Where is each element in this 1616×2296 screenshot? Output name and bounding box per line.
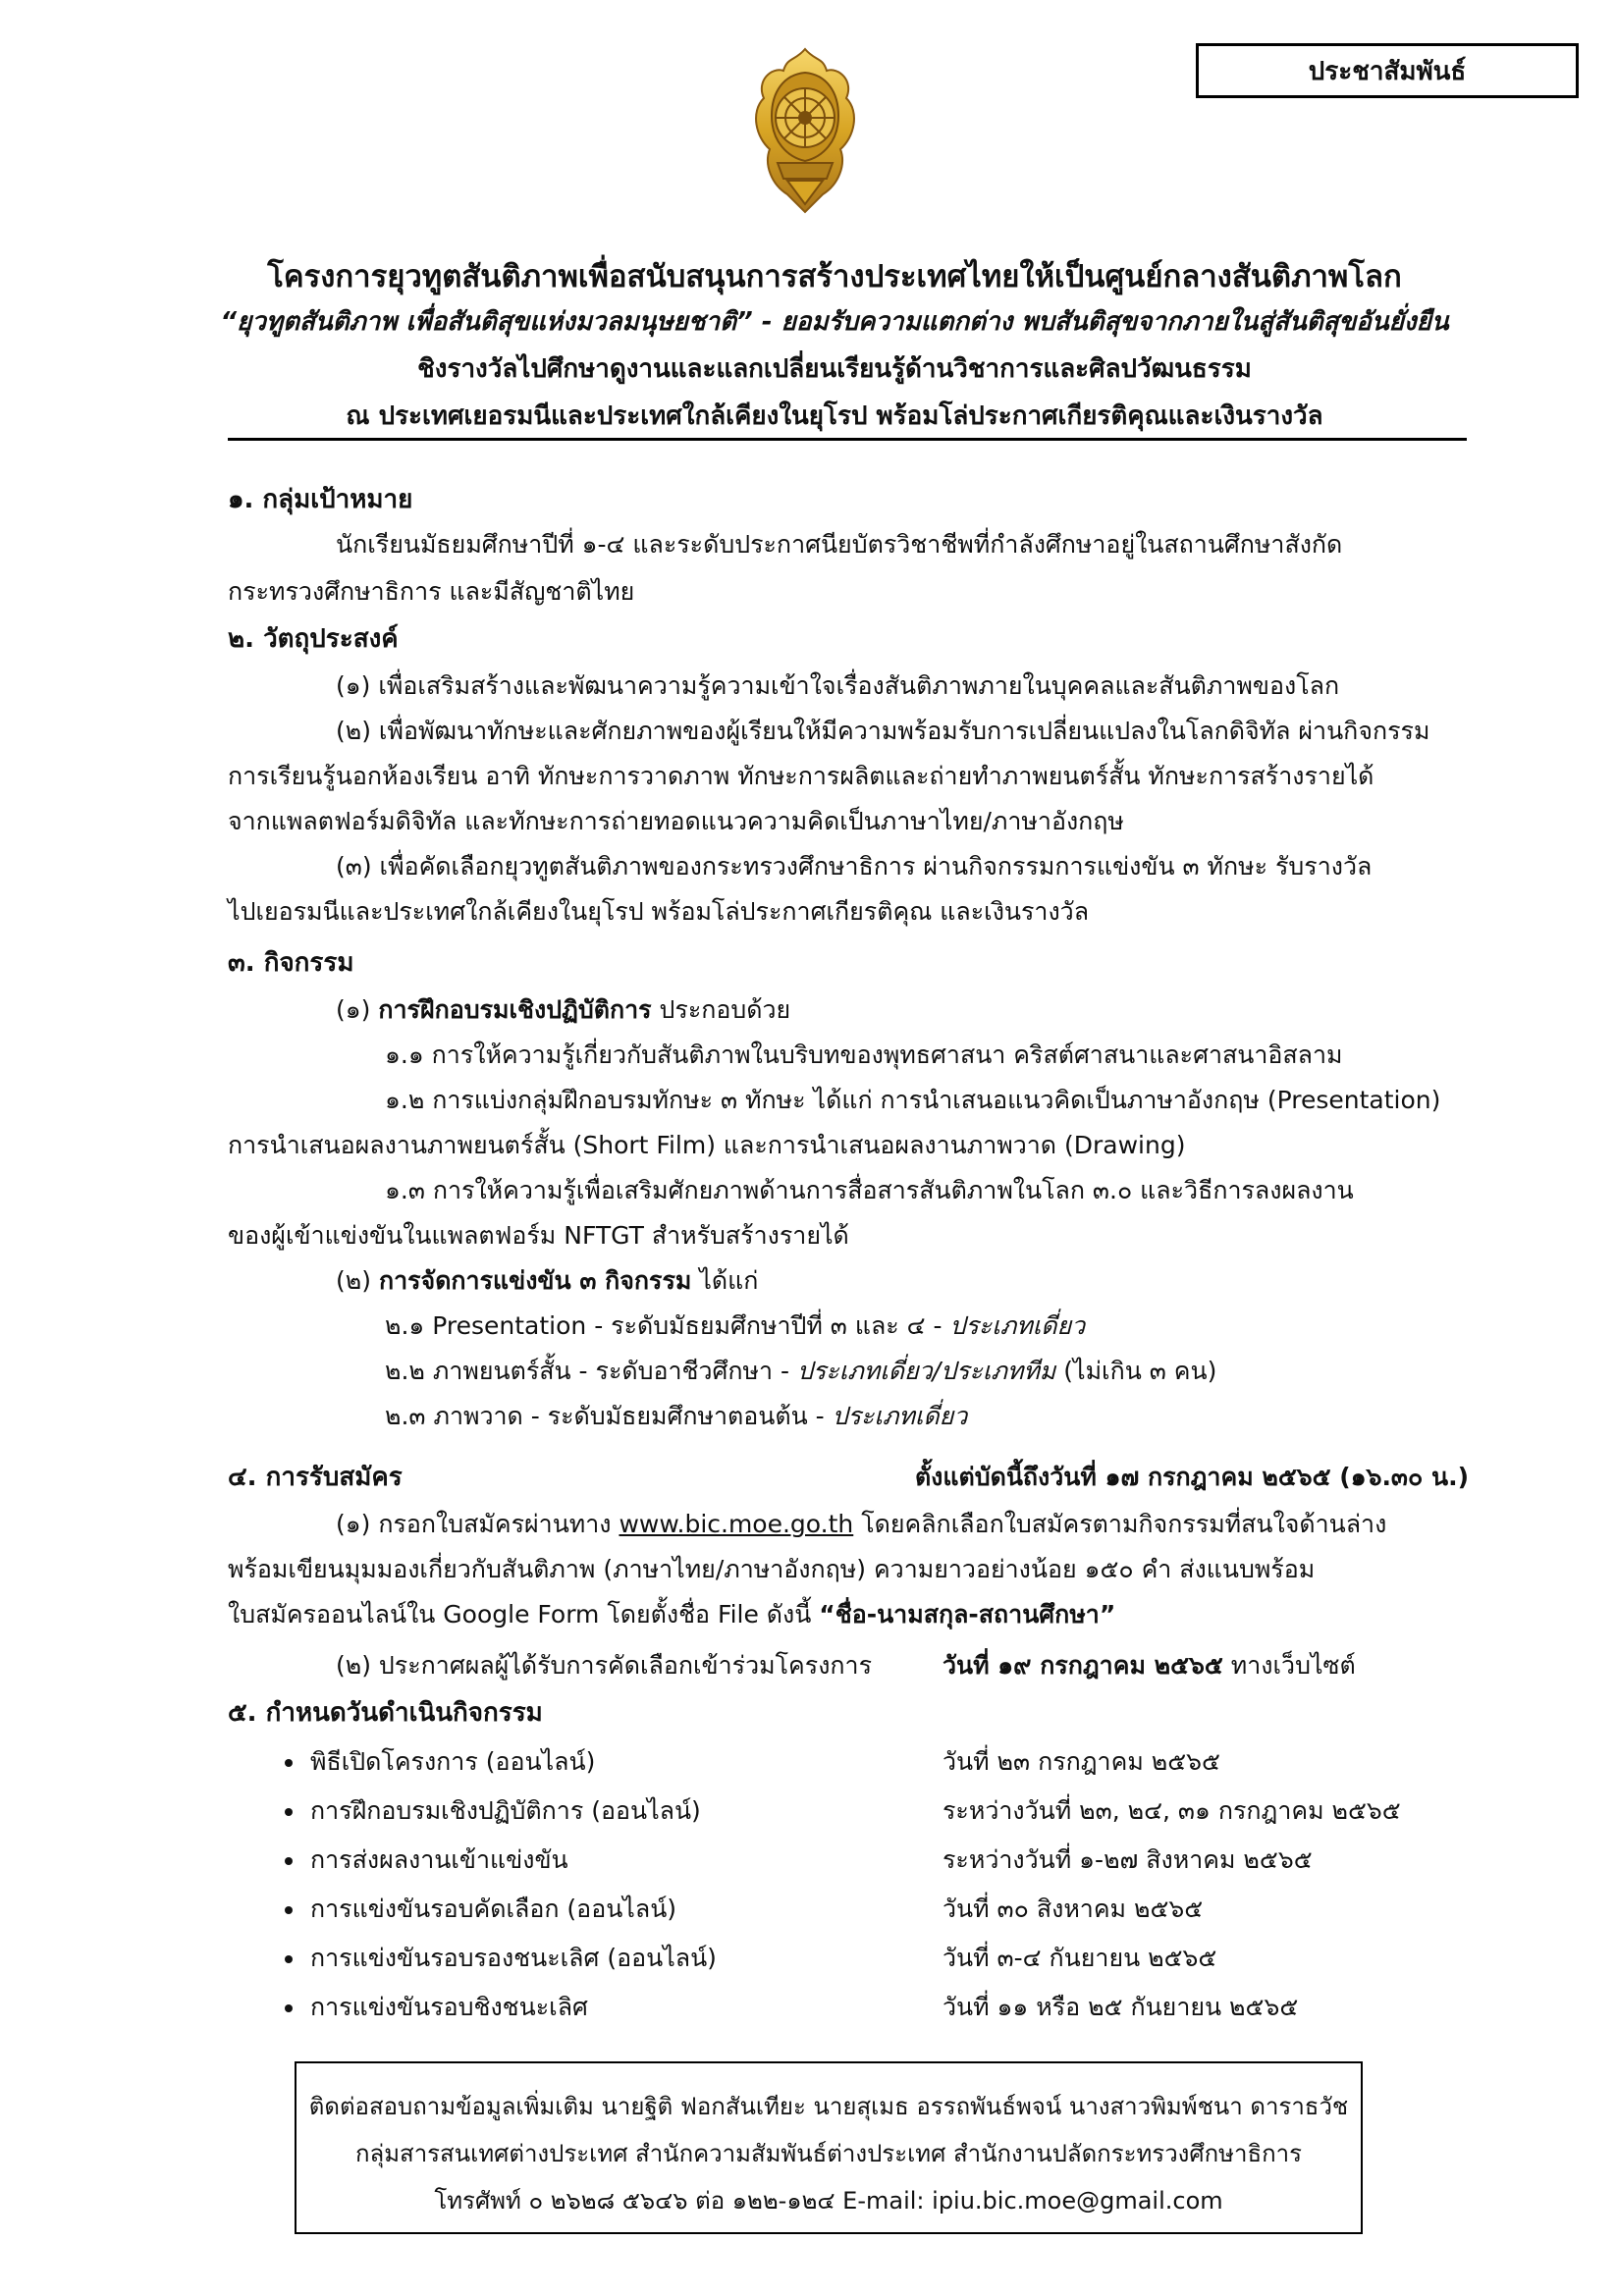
activity-training-item-cont: ของผู้เข้าแข่งขันในแพลตฟอร์ม NFTGT สำหรับสร้างรายได้ [228, 1221, 849, 1250]
activity-training-item-cont: การนำเสนอผลงานภาพยนตร์สั้น (Short Film) และการนำเสนอผลงานภาพวาด (Drawing) [228, 1131, 1186, 1159]
bullet-icon [285, 1808, 293, 1816]
section-3-heading: ๓. กิจกรรม [228, 948, 354, 978]
activity-competition: (๒) การจัดการแข่งขัน ๓ กิจกรรม ได้แก่ [336, 1266, 759, 1295]
competition-item: ๒.๑ Presentation - ระดับมัธยมศึกษาปีที่ ๓ และ ๔ - ประเภทเดี่ยว [385, 1311, 1086, 1340]
activity-training-item: ๑.๑ การให้ความรู้เกี่ยวกับสันติภาพในบริบทของพุทธศาสนา คริสต์ศาสนาและศาสนาอิสลาม [385, 1041, 1343, 1069]
ministry-emblem [744, 47, 866, 214]
section-1-text: นักเรียนมัธยมศึกษาปีที่ ๑-๔ และระดับประกาศนียบัตรวิชาชีพที่กำลังศึกษาอยู่ในสถานศึกษาสังกัด [336, 530, 1343, 559]
schedule-date: วันที่ ๑๑ หรือ ๒๕ กันยายน ๒๕๖๕ [943, 1993, 1299, 2021]
activity-training: (๑) การฝึกอบรมเชิงปฏิบัติการ ประกอบด้วย [336, 995, 791, 1024]
schedule-item: พิธีเปิดโครงการ (ออนไลน์) [285, 1747, 595, 1777]
document-tagline: “ยุวทูตสันติภาพ เพื่อสันติสุขแห่งมวลมนุษยชาติ” - ยอมรับความแตกต่าง พบสันติสุขจากภายในสู่สันติสุขอันยั่งยืน [220, 307, 1449, 337]
objective-2-cont: จากแพลตฟอร์มดิจิทัล และทักษะการถ่ายทอดแนวความคิดเป็นภาษาไทย/ภาษาอังกฤษ [228, 807, 1124, 835]
document-subtitle-1: ชิงรางวัลไปศึกษาดูงานและแลกเปลี่ยนเรียนรู้ด้านวิชาการและศิลปวัฒนธรรม [417, 354, 1252, 384]
competition-item: ๒.๓ ภาพวาด - ระดับมัธยมศึกษาตอนต้น - ประเภทเดี่ยว [385, 1402, 968, 1430]
application-step-1-cont: ใบสมัครออนไลน์ใน Google Form โดยตั้งชื่อ File ดังนี้ “ชื่อ-นามสกุล-สถานศึกษา” [228, 1600, 1116, 1629]
contact-box [295, 2061, 1363, 2234]
objective-3: (๓) เพื่อคัดเลือกยุวทูตสันติภาพของกระทรวงศึกษาธิการ ผ่านกิจกรรมการแข่งขัน ๓ ทักษะ รับรางวัล [336, 852, 1373, 881]
schedule-item: การแข่งขันรอบรองชนะเลิศ (ออนไลน์) [285, 1944, 717, 1973]
section-1-heading: ๑. กลุ่มเป้าหมาย [228, 485, 413, 514]
document-title: โครงการยุวทูตสันติภาพเพื่อสนับสนุนการสร้างประเทศไทยให้เป็นศูนย์กลางสันติภาพโลก [267, 259, 1402, 294]
application-step-1: (๑) กรอกใบสมัครผ่านทาง www.bic.moe.go.th โดยคลิกเลือกใบสมัครตามกิจกรรมที่สนใจด้านล่าง [336, 1510, 1387, 1538]
application-step-2: (๒) ประกาศผลผู้ได้รับการคัดเลือกเข้าร่วมโครงการ [336, 1651, 873, 1680]
bullet-icon [285, 1955, 293, 1963]
application-deadline: ตั้งแต่บัดนี้ถึงวันที่ ๑๗ กรกฎาคม ๒๕๖๕ (๑๖.๓๐ น.) [914, 1463, 1469, 1491]
objective-1: (๑) เพื่อเสริมสร้างและพัฒนาความรู้ความเข้าใจเรื่องสันติภาพภายในบุคคลและสันติภาพของโลก [336, 671, 1340, 700]
section-4-heading: ๔. การรับสมัคร [228, 1463, 403, 1492]
bullet-icon [285, 2004, 293, 2012]
bullet-icon [285, 1857, 293, 1865]
schedule-item: การแข่งขันรอบชิงชนะเลิศ [285, 1993, 588, 2022]
schedule-date: วันที่ ๓-๔ กันยายน ๒๕๖๕ [943, 1944, 1217, 1972]
publicity-badge: ประชาสัมพันธ์ [1196, 43, 1579, 98]
section-2-heading: ๒. วัตถุประสงค์ [228, 624, 399, 654]
objective-2: (๒) เพื่อพัฒนาทักษะและศักยภาพของผู้เรียนให้มีความพร้อมรับการเปลี่ยนแปลงในโลกดิจิทัล ผ่านกิจกรรม [336, 717, 1430, 745]
bullet-icon [285, 1906, 293, 1914]
schedule-date: วันที่ ๓๐ สิงหาคม ๒๕๖๕ [943, 1895, 1204, 1923]
website-link[interactable]: www.bic.moe.go.th [619, 1510, 854, 1538]
document-subtitle-2: ณ ประเทศเยอรมนีและประเทศใกล้เคียงในยุโรป พร้อมโล่ประกาศเกียรติคุณและเงินรางวัล [346, 401, 1323, 431]
section-5-heading: ๕. กำหนดวันดำเนินกิจกรรม [228, 1698, 543, 1728]
contact-phone-email: โทรศัพท์ ๐ ๒๖๒๘ ๕๖๔๖ ต่อ ๑๒๒-๑๒๔ E-mail: ipiu.bic.moe@gmail.com [434, 2187, 1223, 2215]
bullet-icon [285, 1759, 293, 1767]
contact-office: กลุ่มสารสนเทศต่างประเทศ สำนักความสัมพันธ์ต่างประเทศ สำนักงานปลัดกระทรวงศึกษาธิการ [354, 2140, 1302, 2167]
schedule-date: วันที่ ๒๓ กรกฎาคม ๒๕๖๕ [943, 1747, 1220, 1776]
schedule-date: ระหว่างวันที่ ๑-๒๗ สิงหาคม ๒๕๖๕ [943, 1845, 1313, 1874]
announcement-date: วันที่ ๑๙ กรกฎาคม ๒๕๖๕ ทางเว็บไซต์ [943, 1651, 1356, 1680]
schedule-item: การฝึกอบรมเชิงปฏิบัติการ (ออนไลน์) [285, 1796, 701, 1826]
section-1-text: กระทรวงศึกษาธิการ และมีสัญชาติไทย [228, 577, 635, 606]
schedule-item: การส่งผลงานเข้าแข่งขัน [285, 1845, 568, 1875]
objective-2-cont: การเรียนรู้นอกห้องเรียน อาทิ ทักษะการวาดภาพ ทักษะการผลิตและถ่ายทำภาพยนตร์สั้น ทักษะการสร้างรายได้ [228, 762, 1374, 790]
competition-item: ๒.๒ ภาพยนตร์สั้น - ระดับอาชีวศึกษา - ประเภทเดี่ยว/ประเภททีม (ไม่เกิน ๓ คน) [385, 1357, 1217, 1385]
header-divider [228, 438, 1467, 441]
application-step-1-cont: พร้อมเขียนมุมมองเกี่ยวกับสันติภาพ (ภาษาไทย/ภาษาอังกฤษ) ความยาวอย่างน้อย ๑๕๐ คำ ส่งแนบพร้อม [228, 1555, 1316, 1583]
objective-3-cont: ไปเยอรมนีและประเทศใกล้เคียงในยุโรป พร้อมโล่ประกาศเกียรติคุณ และเงินรางวัล [228, 897, 1090, 926]
contact-names: ติดต่อสอบถามข้อมูลเพิ่มเติม นายฐิติ ฟอกสันเทียะ นายสุเมธ อรรถพันธ์พจน์ นางสาวพิมพ์ชนา ดาราธวัช [308, 2093, 1349, 2120]
schedule-date: ระหว่างวันที่ ๒๓, ๒๔, ๓๑ กรกฎาคม ๒๕๖๕ [943, 1796, 1401, 1825]
activity-training-item: ๑.๓ การให้ความรู้เพื่อเสริมศักยภาพด้านการสื่อสารสันติภาพในโลก ๓.๐ และวิธีการลงผลงาน [385, 1176, 1354, 1204]
activity-training-item: ๑.๒ การแบ่งกลุ่มฝึกอบรมทักษะ ๓ ทักษะ ได้แก่ การนำเสนอแนวคิดเป็นภาษาอังกฤษ (Presentation) [385, 1086, 1441, 1114]
schedule-item: การแข่งขันรอบคัดเลือก (ออนไลน์) [285, 1895, 676, 1924]
